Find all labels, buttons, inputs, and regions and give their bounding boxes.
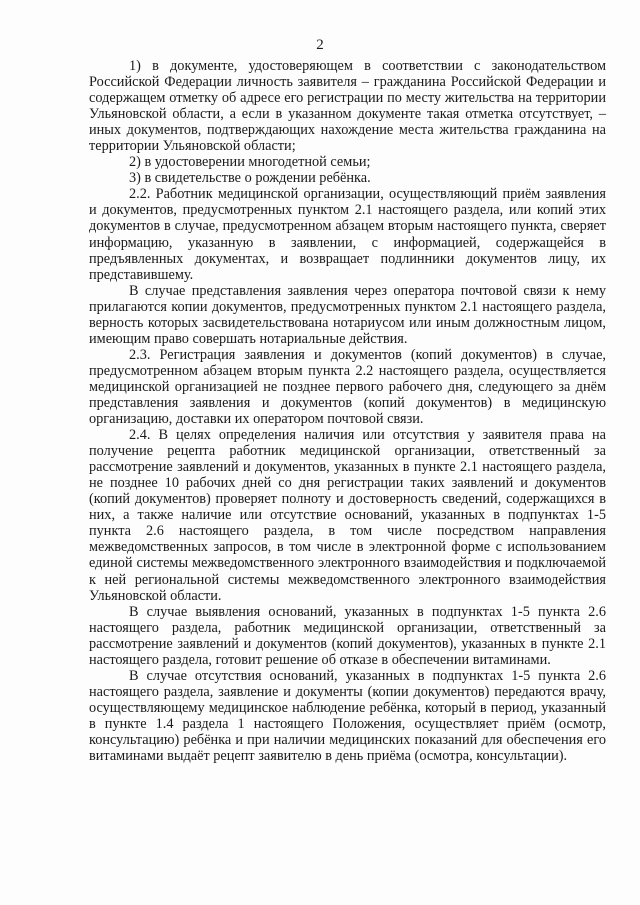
paragraph-2-4: 2.4. В целях определения наличия или отсутствия у заявителя права на получение рецепта работник медицинской организации, ответственный за рассмотрение заявлений и документов, указанных в пункте 2.1 настоящего раздела, не позднее 10 рабочих дней со дня регистрации таких заявлений и документов (копий документов) проверяет полноту и достоверность сведений, содержащихся в них, а также наличие или отсутствие оснований, указанных в подпунктах 1-5 пункта 2.6 настоящего раздела, в том числе посредством направления межведомственных запросов, в том числе в электронной форме с использованием единой системы межведомственного электронного взаимодействия и подключаемой к ней региональной системы межведомственного электронного взаимодействия Ульяновской области. <box>89 427 606 604</box>
document-body <box>89 58 606 764</box>
paragraph-2-4-prescription: В случае отсутствия оснований, указанных в подпунктах 1-5 пункта 2.6 настоящего раздела, заявление и документы (копии документов) передаются врачу, осуществляющему медицинское наблюдение ребёнка, который в период, указанный в пункте 1.4 раздела 1 настоящего Положения, осуществляет приём (осмотр, консультацию) ребёнка и при наличии медицинских показаний для обеспечения его витаминами выдаёт рецепт заявителю в день приёма (осмотра, консультации). <box>89 667 606 765</box>
paragraph-subitem-2: 2) в удостоверении многодетной семьи; <box>129 154 371 171</box>
paragraph-2-2: 2.2. Работник медицинской организации, осуществляющий приём заявления и документов, предусмотренных пунктом 2.1 настоящего раздела, или копий этих документов в случае, предусмотренном абзацем вторым настоящего пункта, сверяет информацию, указанную в заявлении, с информацией, содержащейся в предъявленных документах, и возвращает подлинники документов лицу, их представившему. <box>89 186 606 283</box>
page-number: 2 <box>316 37 324 53</box>
paragraph-2-4-refusal: В случае выявления оснований, указанных в подпунктах 1-5 пункта 2.6 настоящего раздела, работник медицинской организации, ответственный за рассмотрение заявлений и документов (копий документов), указанных в пункте 2.1 настоящего раздела, готовит решение об отказе в обеспечении витаминами. <box>89 603 606 668</box>
paragraph-2-3: 2.3. Регистрация заявления и документов (копий документов) в случае, предусмотренном абзацем вторым пункта 2.2 настоящего раздела, осуществляется медицинской организацией не позднее первого рабочего дня, следующего за днём представления заявления и документов (копий документов) в медицинскую организацию, доставки их оператором почтовой связи. <box>89 346 606 428</box>
paragraph-2-2-postal: В случае представления заявления через оператора почтовой связи к нему прилагаются копии документов, предусмотренных пунктом 2.1 настоящего раздела, верность которых засвидетельствована нотариусом или иным должностным лицом, имеющим право совершать нотариальные действия. <box>89 282 606 347</box>
paragraph-subitem-3: 3) в свидетельстве о рождении ребёнка. <box>129 170 371 187</box>
paragraph-subitem-1: 1) в документе, удостоверяющем в соответствии с законодательством Российской Федерации личность заявителя – гражданина Российской Федерации и содержащем отметку об адресе его регистрации по месту жительства на территории Ульяновской области, а если в указанном документе такая отметка отсутствует, – иных документов, подтверждающих нахождение места жительства гражданина на территории Ульяновской области; <box>89 58 606 155</box>
